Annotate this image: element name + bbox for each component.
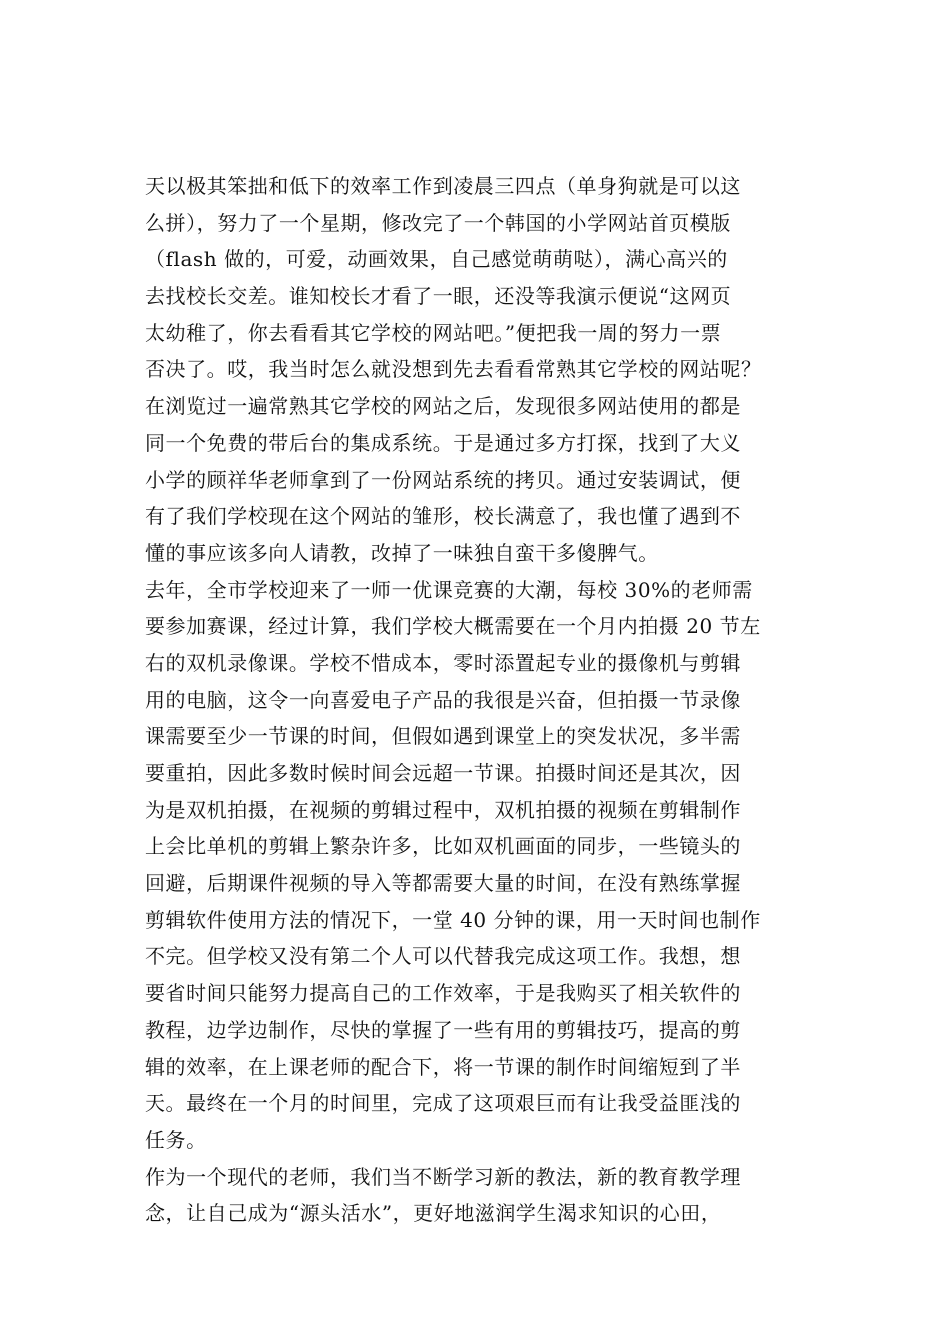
text-line: 回避，后期课件视频的导入等都需要大量的时间，在没有熟练掌握	[145, 871, 741, 896]
text-line: 有了我们学校现在这个网站的雏形，校长满意了，我也懂了遇到不	[145, 504, 741, 529]
text-line: 同一个免费的带后台的集成系统。于是通过多方打探，找到了大义	[145, 430, 741, 455]
text-line: 为是双机拍摄，在视频的剪辑过程中，双机拍摄的视频在剪辑制作	[145, 797, 741, 822]
text-line: 右的双机录像课。学校不惜成本，零时添置起专业的摄像机与剪辑	[145, 650, 741, 675]
text-line: 否决了。哎，我当时怎么就没想到先去看看常熟其它学校的网站呢？	[145, 357, 762, 382]
text-line: 作为一个现代的老师，我们当不断学习新的教法，新的教育教学理	[145, 1164, 741, 1189]
text-line: 在浏览过一遍常熟其它学校的网站之后，发现很多网站使用的都是	[145, 394, 741, 419]
text-line: 用的电脑，这令一向喜爱电子产品的我很是兴奋，但拍摄一节录像	[145, 687, 741, 712]
text-line: 课需要至少一节课的时间，但假如遇到课堂上的突发状况，多半需	[145, 724, 741, 749]
text-line: 去找校长交差。谁知校长才看了一眼，还没等我演示便说“这网页	[145, 284, 732, 309]
text-line: 不完。但学校又没有第二个人可以代替我完成这项工作。我想，想	[145, 944, 741, 969]
text-line: 天以极其笨拙和低下的效率工作到凌晨三四点（单身狗就是可以这	[145, 174, 741, 198]
text-line: 去年，全市学校迎来了一师一优课竞赛的大潮，每校 30%的老师需	[145, 577, 753, 602]
text-line: 么拼），努力了一个星期，修改完了一个韩国的小学网站首页模版	[145, 210, 731, 235]
text-line: （flash 做的，可爱，动画效果，自己感觉萌萌哒），满心高兴的	[145, 247, 728, 272]
text-line: 懂的事应该多向人请教，改掉了一味独自蛮干多傻脾气。	[145, 540, 659, 565]
text-line: 小学的顾祥华老师拿到了一份网站系统的拷贝。通过安装调试，便	[145, 467, 741, 492]
document-page	[145, 0, 817, 1344]
text-line: 上会比单机的剪辑上繁杂许多，比如双机画面的同步，一些镜头的	[145, 834, 741, 859]
text-line: 剪辑软件使用方法的情况下，一堂 40 分钟的课，用一天时间也制作	[145, 907, 761, 932]
text-line: 教程，边学边制作，尽快的掌握了一些有用的剪辑技巧，提高的剪	[145, 1017, 741, 1042]
text-line: 要参加赛课，经过计算，我们学校大概需要在一个月内拍摄 20 节左	[145, 614, 761, 639]
text-line: 太幼稚了，你去看看其它学校的网站吧。”便把我一周的努力一票	[145, 320, 722, 345]
text-line: 辑的效率，在上课老师的配合下，将一节课的制作时间缩短到了半	[145, 1054, 741, 1079]
document-body	[145, 168, 817, 1232]
text-line: 天。最终在一个月的时间里，完成了这项艰巨而有让我受益匪浅的	[145, 1091, 741, 1116]
text-line: 要省时间只能努力提高自己的工作效率，于是我购买了相关软件的	[145, 981, 741, 1006]
text-line: 念，让自己成为“源头活水”，更好地滋润学生渴求知识的心田，	[145, 1201, 722, 1226]
text-line: 要重拍，因此多数时候时间会远超一节课。拍摄时间还是其次，因	[145, 761, 741, 785]
text-line: 任务。	[145, 1127, 207, 1152]
